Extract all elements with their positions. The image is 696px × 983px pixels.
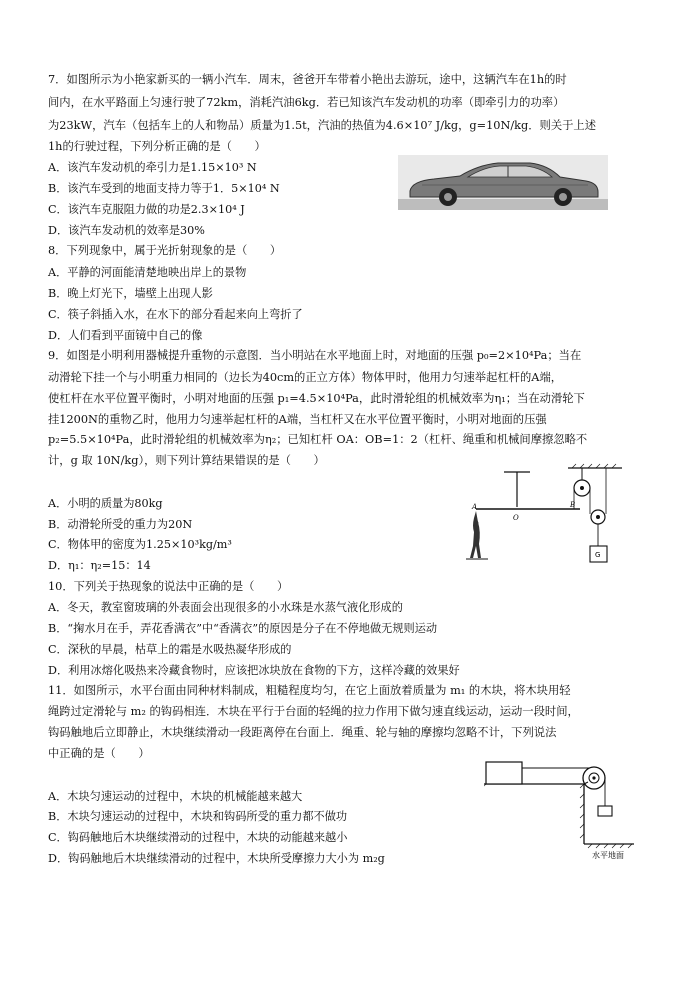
q9-stem-line-6: 计，g 取 10N/kg），则下列计算结果错误的是（ ） (48, 454, 325, 467)
q7-stem-line-3: 为23kW，汽车（包括车上的人和物品）质量为1.5t，汽油的热值为4.6×10⁷ J/kg，g=10N/kg．则关于上述 (48, 119, 597, 132)
q9-stem-line-5: p₂=5.5×10⁴Pa，此时滑轮组的机械效率为η₂；已知杠杆 OA：OB=1：2（杠杆、绳重和机械间摩擦忽略不 (48, 433, 588, 446)
q7-option-b: B．该汽车受到的地面支持力等于1．5×10⁴ N (48, 182, 280, 195)
q7-stem-line-1: 7．如图所示为小艳家新买的一辆小汽车．周末，爸爸开车带着小艳出去游玩，途中，这辆汽车在1h的时 (48, 73, 567, 86)
q7-option-a: A．该汽车发动机的牵引力是1.15×10³ N (48, 161, 257, 174)
q9-stem-line-2: 动滑轮下挂一个与小明重力相同的（边长为40cm的正立方体）物体甲时，他用力匀速举起杠杆的A端， (48, 371, 563, 384)
q10-option-b: B．“掬水月在手，弄花香满衣”中“香满衣”的原因是分子在不停地做无规则运动 (48, 622, 438, 635)
q9-stem-line-4: 挂1200N的重物乙时，他用力匀速举起杠杆的A端，当杠杆又在水平位置平衡时，小明对地面的压强 (48, 413, 547, 426)
q11-stem-line-4: 中正确的是（ ） (48, 747, 150, 760)
q7-stem-line-4: 1h的行驶过程，下列分析正确的是（ ） (48, 140, 266, 153)
block-pulley-diagram (484, 758, 634, 862)
q11-option-a: A．木块匀速运动的过程中，木块的机械能越来越大 (48, 790, 303, 803)
label-b: B (570, 501, 576, 509)
q9-option-b: B．动滑轮所受的重力为20N (48, 518, 193, 531)
q11-option-c: C．钩码触地后木块继续滑动的过程中，木块的动能越来越小 (48, 831, 348, 844)
label-o: O (513, 514, 519, 522)
car-illustration (398, 155, 608, 210)
q10-option-d: D．利用冰熔化吸热来冷藏食物时，应该把冰块放在食物的下方，这样冷藏的效果好 (48, 664, 460, 677)
q11-stem-line-1: 11．如图所示，水平台面由同种材料制成，粗糙程度均匀，在它上面放着质量为 m₁ 的木块，将木块用轻 (48, 684, 571, 697)
q7-stem-line-2: 间内，在水平路面上匀速行驶了72km，消耗汽油6kg．若已知该汽车发动机的功率（即牵引力的功率） (48, 96, 565, 109)
q7-option-c: C．该汽车克服阻力做的功是2.3×10⁴ J (48, 203, 245, 216)
q10-stem: 10．下列关于热现象的说法中正确的是（ ） (48, 580, 289, 593)
label-g: G (595, 551, 601, 559)
q8-option-d: D．人们看到平面镜中自己的像 (48, 329, 203, 342)
q8-option-a: A．平静的河面能清楚地映出岸上的景物 (48, 266, 247, 279)
q9-option-a: A．小明的质量为80kg (48, 497, 163, 510)
q10-option-c: C．深秋的早晨，枯草上的霜是水吸热凝华形成的 (48, 643, 292, 656)
q9-option-c: C．物体甲的密度为1.25×10³kg/m³ (48, 538, 232, 551)
q8-option-c: C．筷子斜插入水，在水下的部分看起来向上弯折了 (48, 308, 303, 321)
q11-stem-line-3: 钩码触地后立即静止，木块继续滑动一段距离停在台面上．绳重、轮与轴的摩擦均忽略不计，下列说法 (48, 726, 557, 739)
q10-option-a: A．冬天，教室窗玻璃的外表面会出现很多的小水珠是水蒸气液化形成的 (48, 601, 403, 614)
q8-option-b: B．晚上灯光下，墙壁上出现人影 (48, 287, 213, 300)
q11-stem-line-2: 绳跨过定滑轮与 m₂ 的钩码相连．木块在平行于台面的轻绳的拉力作用下做匀速直线运动，运动一段时间， (48, 705, 579, 718)
q8-stem: 8．下列现象中，属于光折射现象的是（ ） (48, 244, 282, 257)
ground-label: 水平地面 (592, 851, 624, 860)
q11-option-d: D．钩码触地后木块继续滑动的过程中，木块所受摩擦力大小为 m₂g (48, 852, 385, 865)
label-a: A (472, 503, 478, 511)
q9-option-d: D．η₁：η₂=15：14 (48, 559, 151, 572)
q11-option-b: B．木块匀速运动的过程中，木块和钩码所受的重力都不做功 (48, 810, 348, 823)
q9-stem-line-3: 使杠杆在水平位置平衡时，小明对地面的压强 p₁=4.5×10⁴Pa，此时滑轮组的机械效率为η₁；当在动滑轮下 (48, 392, 585, 405)
q7-option-d: D．该汽车发动机的效率是30% (48, 224, 205, 237)
lever-pulley-diagram (462, 462, 632, 574)
q9-stem-line-1: 9．如图是小明利用器械提升重物的示意图．当小明站在水平地面上时，对地面的压强 p₀=2×10⁴Pa；当在 (48, 349, 582, 362)
